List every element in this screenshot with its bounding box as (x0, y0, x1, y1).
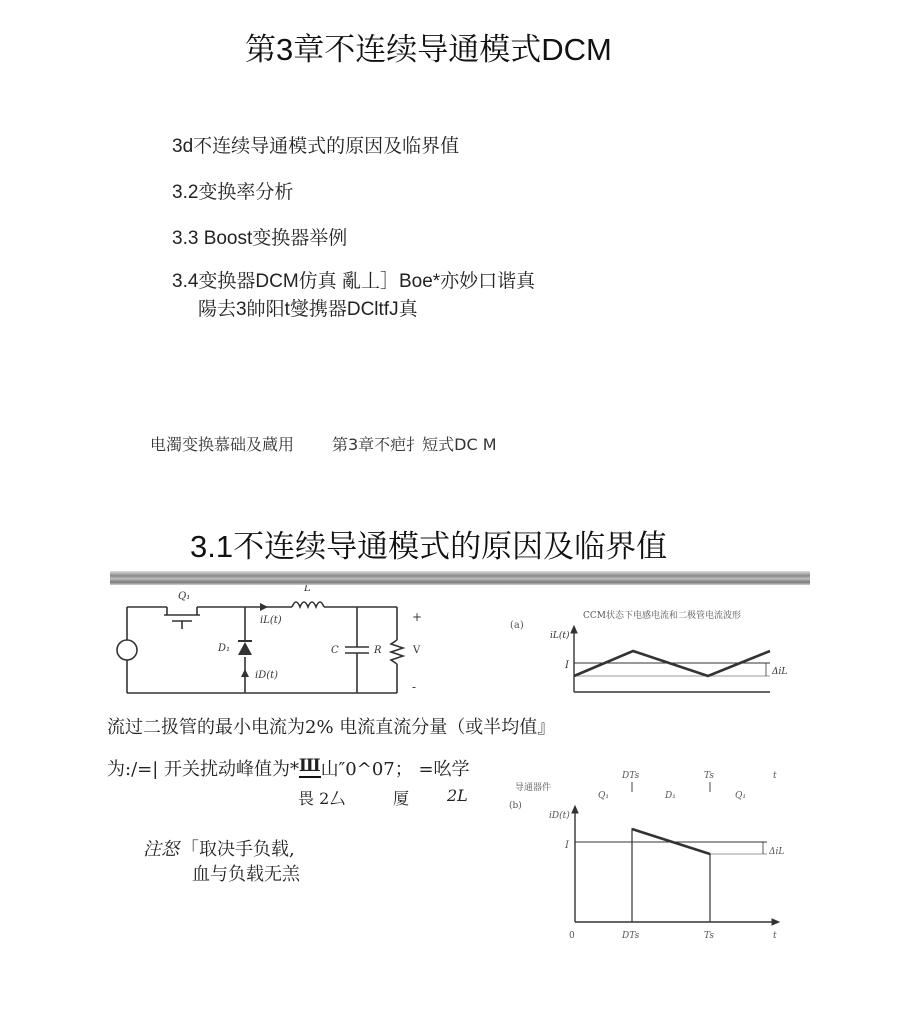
waveform-b-x0: 0 (569, 931, 575, 941)
waveform-b-tag: (b) (509, 801, 522, 811)
formula-denominator-3: 2L (447, 786, 468, 805)
label-v: V (413, 645, 421, 656)
note-line-1: 「取决手负载, (181, 839, 295, 860)
waveform-b-ripple: ΔiL (769, 847, 785, 857)
waveform-b-dts: DTs (622, 931, 640, 941)
formula-part-a: 为:/=| 开关扰动峰值为* (107, 759, 299, 780)
formula-glyph: Ш (299, 756, 321, 776)
toc-item-3-2: 3.2变换率分析 (172, 182, 294, 203)
waveform-b-ts-top: Ts (704, 771, 714, 781)
waveform-b-header-label: 导通器件 (515, 783, 552, 793)
label-minus: - (412, 680, 417, 694)
footer-chapter: 第3章不疤扌短式DC M (332, 435, 497, 454)
diode-current-trace (632, 829, 710, 854)
label-c: C (331, 645, 339, 656)
section-title: 3.1不连续导通模式的原因及临界值 (190, 529, 668, 564)
footer-book-title: 电濁变换慕础及蔵用 (150, 435, 295, 454)
text-ripple-formula (107, 755, 470, 781)
toc-item-3-1: 3d不连续导通模式的原因及临界值 (172, 136, 460, 157)
buck-converter-circuit (112, 585, 442, 703)
title-divider (110, 571, 810, 585)
chapter-title: 第3章不连续导通模式DCM (245, 32, 612, 67)
formula-part-b: 山″0^07； =吆学 (320, 759, 470, 780)
waveform-b-t: t (773, 931, 777, 941)
label-d1: D₁ (218, 643, 231, 654)
toc-item-3-4: 3.4变换器DCM仿真 亂丄］Boe*亦妙口谐真 (172, 271, 536, 292)
note-line-2: 血与负载无羔 (192, 864, 300, 885)
waveform-b-level: I (565, 840, 569, 851)
formula-denominator-2: 厦 (393, 789, 410, 808)
waveform-a-ripple: ΔiL (772, 667, 788, 677)
label-il: iL(t) (260, 615, 282, 626)
waveform-b-ylabel: iD(t) (549, 811, 570, 821)
formula-denominator-1: 畏 2厶 (298, 789, 346, 808)
waveform-b-d1: D₁ (665, 791, 676, 801)
waveform-a-level: I (565, 660, 569, 671)
waveform-a-ccm (508, 600, 798, 705)
waveform-a-tag: (a) (510, 620, 524, 631)
note-label: 注怒 (143, 839, 179, 860)
label-id: iD(t) (255, 670, 279, 681)
toc-item-3-3: 3.3 Boost变换器举例 (172, 228, 348, 249)
waveform-a-caption: CCM状态下电感电流和二极管电流波形 (583, 611, 741, 621)
label-q1: Q₁ (178, 591, 191, 602)
waveform-b-ts: Ts (704, 931, 714, 941)
inductor-current-trace (574, 651, 770, 676)
toc-item-3-4-sub: 陽去3帥阳t燮携器DCltfJ真 (198, 299, 418, 320)
waveform-b-header-t: t (773, 771, 777, 781)
diode-symbol (238, 642, 252, 655)
waveform-b-diode (505, 762, 795, 947)
waveform-a-ylabel: iL(t) (550, 631, 570, 641)
label-r: R (374, 645, 382, 656)
label-plus: + (412, 610, 423, 624)
waveform-b-q1b: Q₁ (735, 791, 746, 801)
waveform-b-q1: Q₁ (598, 791, 609, 801)
waveform-b-dts-top: DTs (622, 771, 640, 781)
label-l: L (304, 585, 311, 594)
text-min-diode-current: 流过二扱管的最小电流为2% 电流直流分量（或半均值』 (107, 717, 556, 738)
